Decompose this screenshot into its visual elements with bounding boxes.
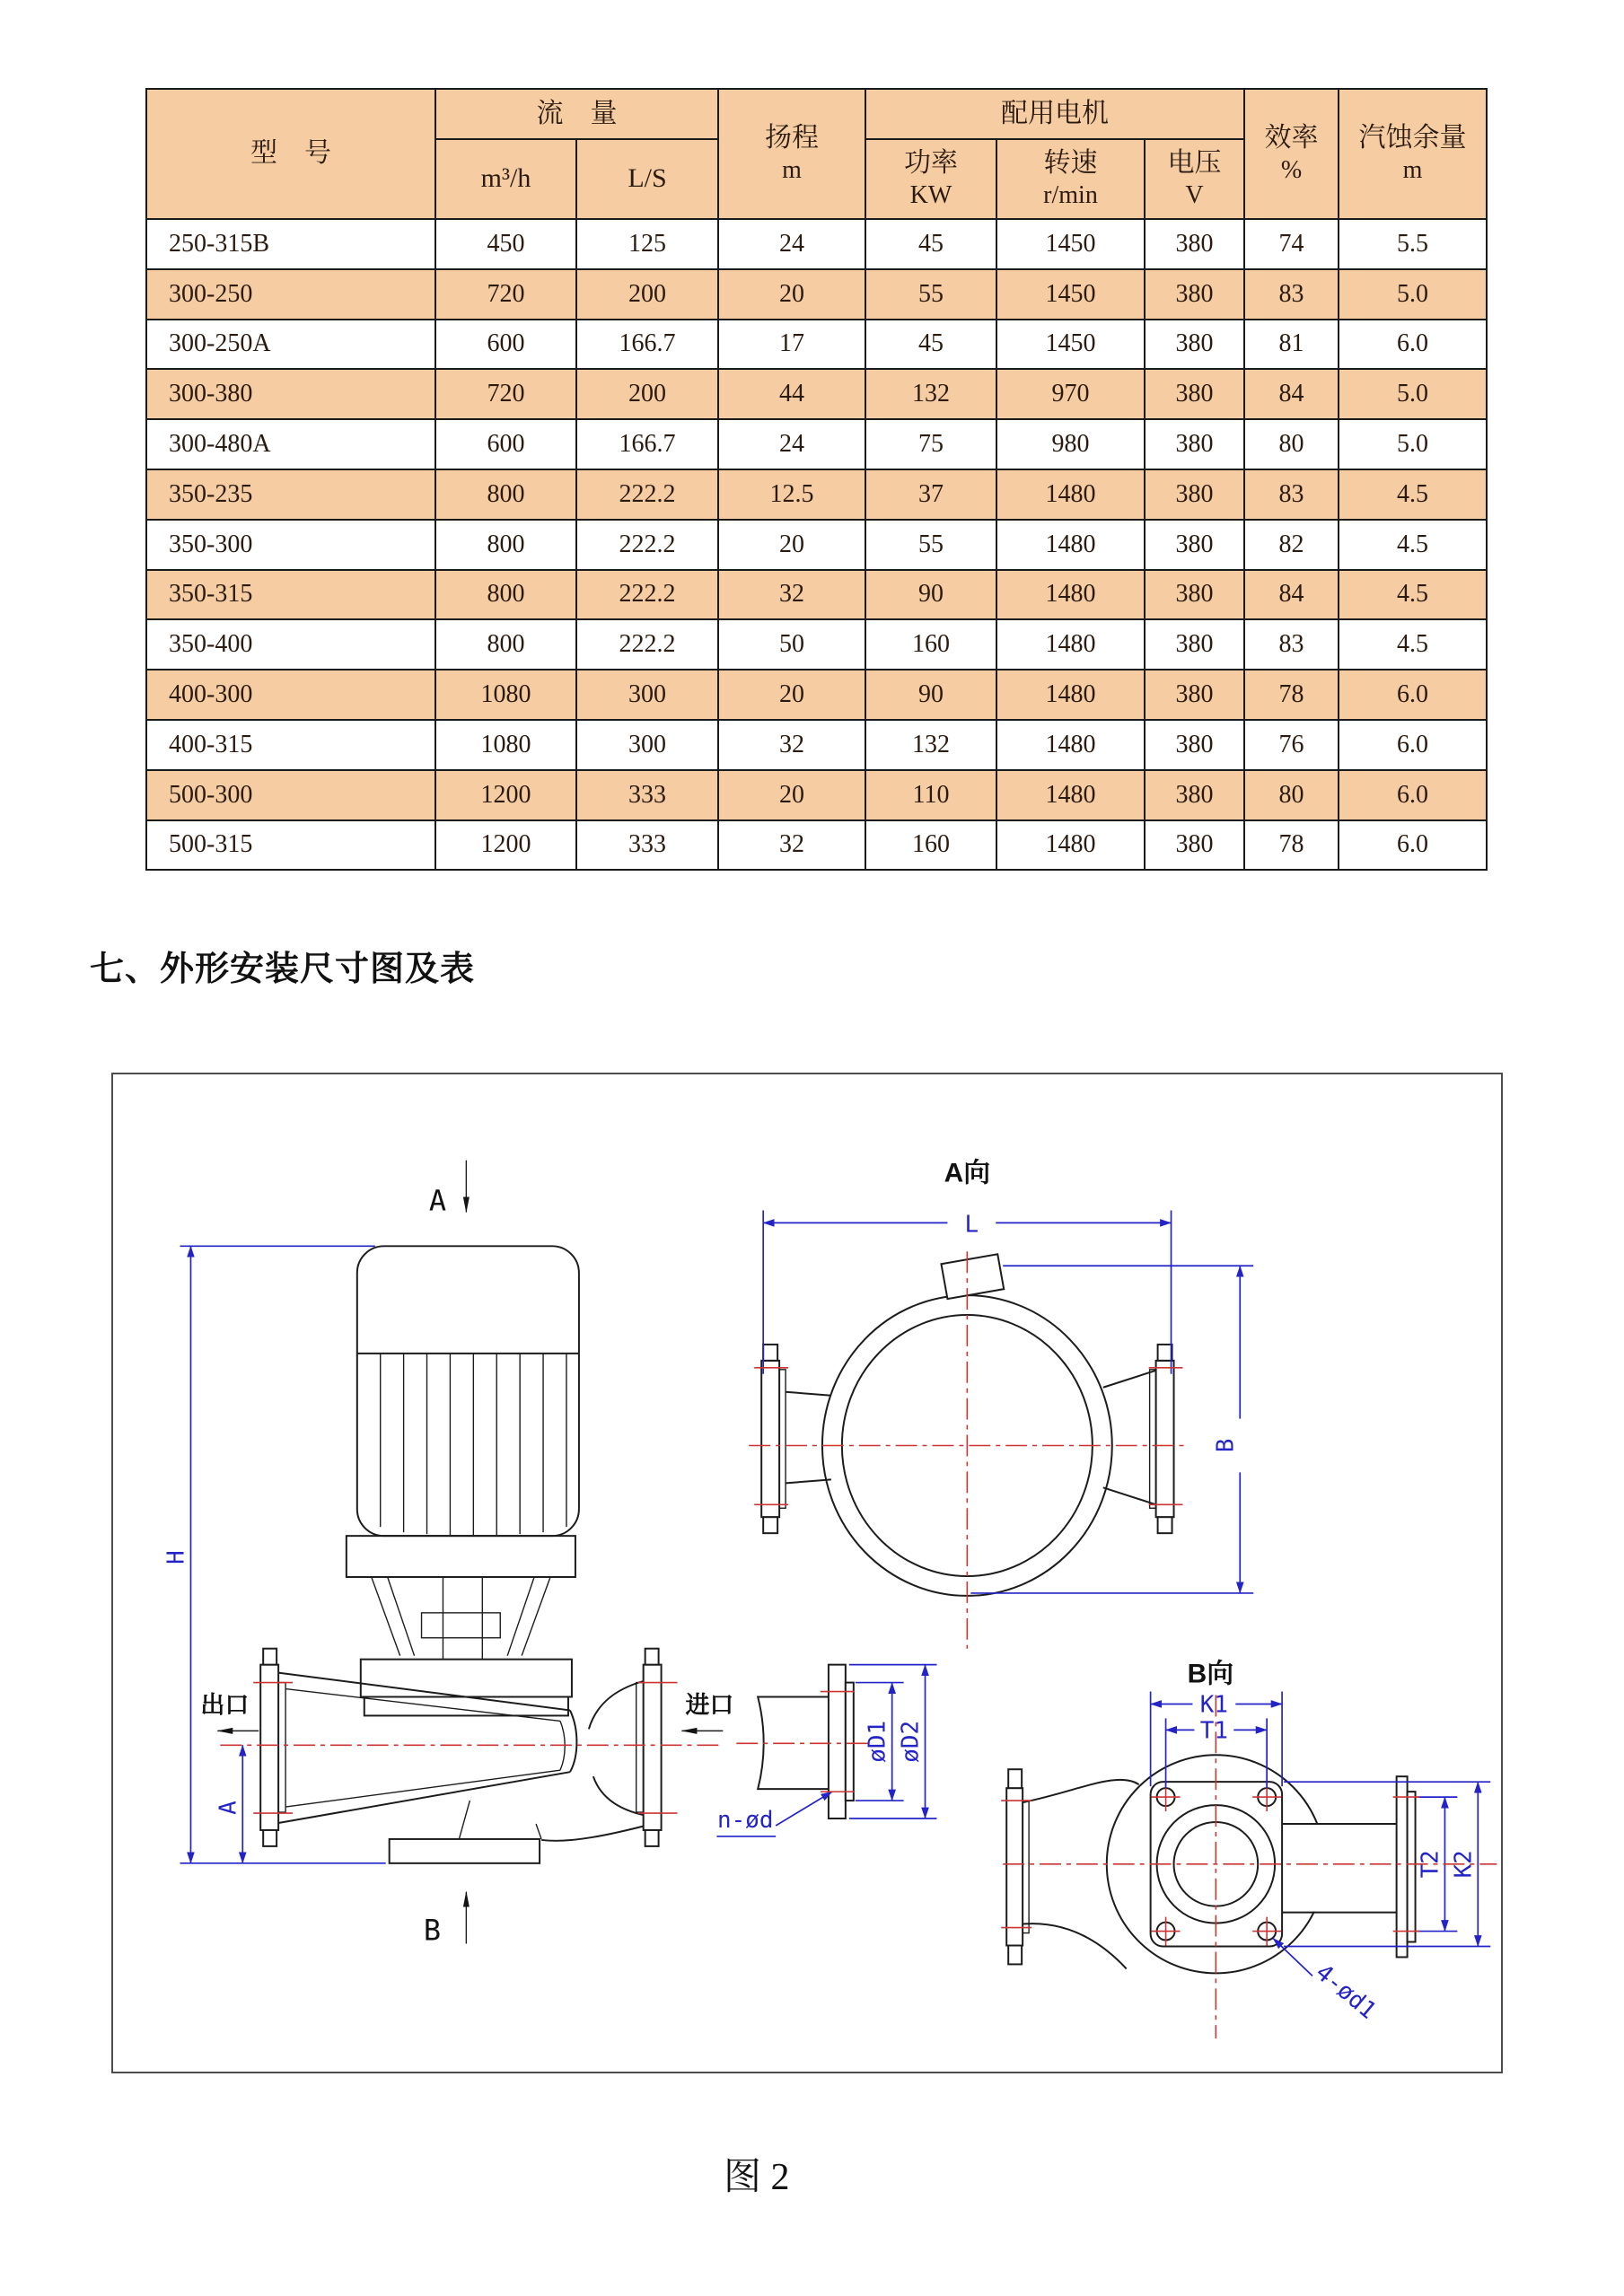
view-b-bolt-label: 4-ød1 [1310,1959,1382,2025]
dim-k1-label: K1 [1199,1691,1228,1719]
cell-npsh: 5.0 [1339,419,1487,469]
cell-efficiency: 82 [1244,520,1339,570]
cell-efficiency: 84 [1244,570,1339,620]
col-header-head: 扬程 m [718,89,865,219]
view-b-left-flange [1006,1769,1029,1964]
cell-flow-m3h: 800 [435,520,576,570]
cell-head: 20 [718,770,865,820]
cell-power: 37 [865,469,996,520]
cell-efficiency: 78 [1244,670,1339,720]
cell-flow-ls: 166.7 [576,419,718,469]
col-header-flow: 流 量 [435,89,718,139]
cell-npsh: 6.0 [1339,770,1487,820]
cell-power: 132 [865,369,996,419]
flange-detail [716,1665,936,1836]
cell-power: 110 [865,770,996,820]
casing-flange [361,1660,572,1697]
table-row [146,670,1487,720]
cell-voltage: 380 [1145,320,1244,370]
outlet-label: 出口 [200,1691,250,1719]
table-row [146,320,1487,370]
cell-voltage: 380 [1145,670,1244,720]
cell-efficiency: 83 [1244,469,1339,520]
cell-flow-ls: 300 [576,670,718,720]
table-row [146,570,1487,620]
table-row [146,520,1487,570]
cell-npsh: 5.0 [1339,269,1487,320]
outlet-callout [200,1691,259,1731]
inlet-callout [682,1691,734,1731]
dim-k2-label: K2 [1450,1850,1478,1879]
cell-efficiency: 78 [1244,820,1339,871]
cell-flow-ls: 200 [576,269,718,320]
section-a-label: A [428,1183,447,1218]
cell-efficiency: 80 [1244,770,1339,820]
cell-head: 12.5 [718,469,865,520]
top-stub [941,1254,1004,1299]
cell-flow-m3h: 1080 [435,720,576,770]
cell-speed: 1480 [996,619,1145,670]
view-a-bolt-marks [754,1368,1182,1504]
volute-curve-top [1023,1780,1139,1802]
cell-flow-m3h: 1200 [435,820,576,871]
cell-flow-ls: 200 [576,369,718,419]
cell-power: 90 [865,670,996,720]
col-header-speed: 转速 r/min [996,139,1145,219]
cell-flow-m3h: 450 [435,219,576,269]
cell-npsh: 6.0 [1339,820,1487,871]
cell-head: 32 [718,820,865,871]
cell-flow-m3h: 800 [435,469,576,520]
cell-npsh: 4.5 [1339,469,1487,520]
flange-plate [829,1665,846,1818]
cell-flow-m3h: 600 [435,320,576,370]
cell-flow-m3h: 1200 [435,770,576,820]
cell-speed: 1450 [996,269,1145,320]
cell-flow-ls: 222.2 [576,570,718,620]
cell-flow-ls: 222.2 [576,520,718,570]
col-header-efficiency: 效率 % [1244,89,1339,219]
view-a-title: A向 [944,1158,991,1188]
dim-t1-label: T1 [1199,1717,1228,1745]
cell-flow-ls: 222.2 [576,469,718,520]
cell-flow-ls: 166.7 [576,320,718,370]
col-header-flow-m3h: m³/h [435,139,576,219]
cell-npsh: 5.5 [1339,219,1487,269]
cell-speed: 1480 [996,770,1145,820]
cell-efficiency: 84 [1244,369,1339,419]
cell-npsh: 4.5 [1339,619,1487,670]
table-body [146,219,1487,870]
cell-npsh: 6.0 [1339,320,1487,370]
volute-curve-bottom [1023,1924,1127,1968]
cell-efficiency: 81 [1244,320,1339,370]
inlet-flange [636,1649,662,1846]
cell-power: 55 [865,520,996,570]
pump-spec-table [145,88,1488,871]
cell-power: 90 [865,570,996,620]
cell-voltage: 380 [1145,369,1244,419]
cell-efficiency: 80 [1244,419,1339,469]
cell-flow-ls: 333 [576,770,718,820]
cell-model: 250-315B [146,219,435,269]
col-header-power: 功率 KW [865,139,996,219]
cell-flow-ls: 333 [576,820,718,871]
col-header-flow-ls: L/S [576,139,718,219]
cell-power: 55 [865,269,996,320]
installation-drawing [113,1074,1501,2072]
cell-speed: 1450 [996,219,1145,269]
dim-d2-label: øD2 [897,1720,925,1763]
table-row [146,419,1487,469]
section-arrow-a [429,1161,466,1218]
section-heading: 七、外形安装尺寸图及表 [90,951,476,988]
dim-D1 [856,1683,904,1801]
cell-model: 400-300 [146,670,435,720]
side-view [163,1161,734,1948]
cell-voltage: 380 [1145,720,1244,770]
cell-head: 44 [718,369,865,419]
dim-h-label: H [162,1550,190,1564]
cell-voltage: 380 [1145,269,1244,320]
cell-head: 50 [718,619,865,670]
cell-voltage: 380 [1145,520,1244,570]
cell-npsh: 5.0 [1339,369,1487,419]
cell-model: 300-250 [146,269,435,320]
cell-npsh: 6.0 [1339,720,1487,770]
cell-efficiency: 76 [1244,720,1339,770]
bolt-callout [716,1792,832,1836]
col-header-model: 型 号 [146,89,435,219]
cell-model: 350-400 [146,619,435,670]
bolt-label: n-ød [717,1806,774,1834]
cell-model: 500-315 [146,820,435,871]
dim-a-label: A [215,1801,242,1815]
cell-speed: 1480 [996,520,1145,570]
cell-flow-m3h: 720 [435,369,576,419]
cell-speed: 1450 [996,320,1145,370]
table-header [146,89,1487,219]
cell-flow-ls: 300 [576,720,718,770]
dim-d1-label: øD1 [864,1720,891,1763]
view-b-title: B向 [1187,1659,1234,1689]
table-row [146,219,1487,269]
col-header-voltage: 电压 V [1145,139,1244,219]
motor-fins [381,1354,566,1535]
cell-efficiency: 74 [1244,219,1339,269]
cell-voltage: 380 [1145,619,1244,670]
cell-power: 160 [865,820,996,871]
cell-npsh: 6.0 [1339,670,1487,720]
cell-flow-m3h: 800 [435,619,576,670]
cell-flow-m3h: 800 [435,570,576,620]
cell-flow-m3h: 600 [435,419,576,469]
cell-speed: 1480 [996,820,1145,871]
table-row [146,619,1487,670]
cell-speed: 970 [996,369,1145,419]
pump-support [372,1577,550,1660]
dim-l-label: L [964,1211,979,1239]
table-row [146,720,1487,770]
dim-A [215,1745,242,1863]
section-arrow-b [424,1892,466,1948]
cell-flow-ls: 125 [576,219,718,269]
cell-model: 300-250A [146,320,435,370]
table-row [146,469,1487,520]
cell-power: 132 [865,720,996,770]
cell-power: 160 [865,619,996,670]
dimension-drawing-frame [111,1073,1503,2073]
cell-speed: 980 [996,419,1145,469]
table-row [146,770,1487,820]
table-row [146,369,1487,419]
cell-flow-m3h: 720 [435,269,576,320]
cell-model: 300-380 [146,369,435,419]
cell-head: 17 [718,320,865,370]
cell-head: 20 [718,670,865,720]
cell-model: 400-315 [146,720,435,770]
table-row [146,820,1487,871]
dim-D2 [849,1665,937,1818]
cell-efficiency: 83 [1244,619,1339,670]
cell-model: 300-480A [146,419,435,469]
cell-speed: 1480 [996,670,1145,720]
view-b [1001,1660,1497,2039]
dim-b-label: B [1212,1438,1240,1453]
cell-speed: 1480 [996,570,1145,620]
cell-model: 500-300 [146,770,435,820]
figure-caption: 图 2 [724,2157,790,2198]
table-row [146,269,1487,320]
volute-outline [278,1673,653,1841]
cell-head: 20 [718,520,865,570]
cell-voltage: 380 [1145,419,1244,469]
col-header-npsh: 汽蚀余量 m [1339,89,1487,219]
motor-body [357,1246,579,1536]
cell-flow-m3h: 1080 [435,670,576,720]
cell-flow-ls: 222.2 [576,619,718,670]
cell-voltage: 380 [1145,770,1244,820]
cell-npsh: 4.5 [1339,570,1487,620]
inlet-label: 进口 [685,1691,734,1719]
cell-head: 32 [718,720,865,770]
dim-t2-label: T2 [1417,1850,1444,1879]
cell-voltage: 380 [1145,219,1244,269]
cell-speed: 1480 [996,720,1145,770]
cell-efficiency: 83 [1244,269,1339,320]
base-plate [390,1839,540,1863]
view-a [749,1159,1253,1649]
col-header-motor: 配用电机 [865,89,1244,139]
cell-voltage: 380 [1145,820,1244,871]
bolt-count-callout [1273,1939,1381,2025]
cell-head: 24 [718,419,865,469]
flange-bolt-marks [253,1683,677,1813]
cell-speed: 1480 [996,469,1145,520]
outlet-flange [260,1649,285,1846]
cell-npsh: 4.5 [1339,520,1487,570]
motor-base-flange [347,1536,575,1577]
cell-power: 45 [865,320,996,370]
cell-head: 24 [718,219,865,269]
section-b-label: B [423,1913,442,1948]
cell-head: 32 [718,570,865,620]
cell-model: 350-235 [146,469,435,520]
cell-head: 20 [718,269,865,320]
cell-voltage: 380 [1145,469,1244,520]
view-b-right-flange [1397,1776,1416,1957]
cell-model: 350-315 [146,570,435,620]
cell-power: 45 [865,219,996,269]
cell-power: 75 [865,419,996,469]
cell-model: 350-300 [146,520,435,570]
cell-voltage: 380 [1145,570,1244,620]
